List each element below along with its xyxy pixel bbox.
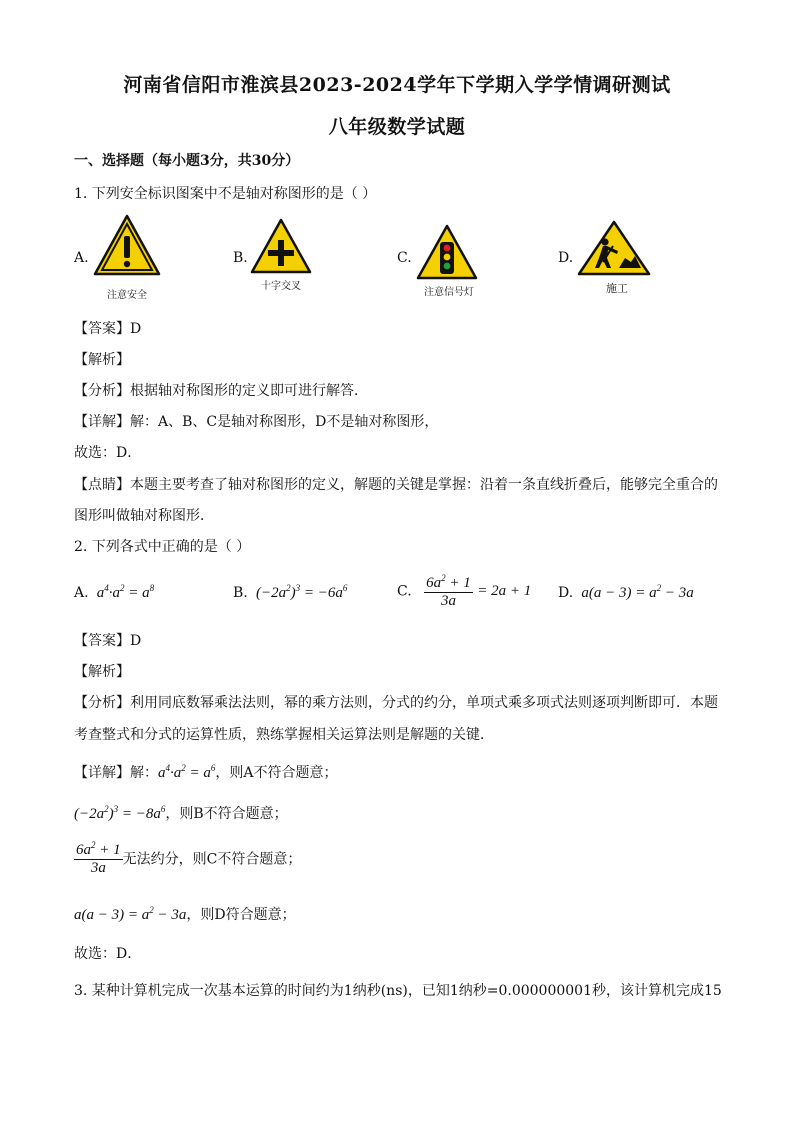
construction-sign-icon — [577, 220, 651, 276]
q1-stem: 1. 下列安全标识图案中不是轴对称图形的是（ ） — [74, 186, 377, 202]
q2-choice: 故选：D． — [74, 946, 142, 962]
q2-analysis-line2: 考查整式和分式的运算性质，熟练掌握相关运算法则是解题的关键． — [74, 727, 494, 743]
q2-option-b-formula: $(-2a^2)^3 = -6a^6$ — [252, 583, 348, 601]
q1-analysis: 【分析】根据轴对称图形的定义即可进行解答． — [74, 383, 368, 399]
q2-option-d-letter: D. — [558, 585, 574, 601]
q2-detail-c-fraction: $\frac{6a^2 + 1}{3a}$ — [76, 840, 121, 876]
q2-answer: 【答案】D — [74, 633, 142, 649]
q2-analysis-line1: 【分析】利用同底数幂乘法法则，幂的乘方法则，分式的约分，单项式乘多项式法则逐项判断即可．本题 — [74, 695, 718, 711]
q2-detail-b: $(-2a^2)^3 = -8a^6$，则B不符合题意； — [74, 804, 288, 822]
q2-detail-a: 【详解】解：$a^4\cdot a^2 = a^6$，则A不符合题意； — [74, 763, 338, 781]
q2-detail-d: $a(a - 3) = a^2 - 3a$，则D符合题意； — [74, 905, 296, 923]
q2-option-c-letter: C. — [397, 583, 412, 600]
q1-comment-line1: 【点睛】本题主要考查了轴对称图形的定义，解题的关键是掌握：沿着一条直线折叠后，能够完全重合的 — [74, 477, 718, 493]
page-title: 河南省信阳市淮滨县2023-2024学年下学期入学学情调研测试 — [123, 74, 671, 96]
q1-caption-c: 注意信号灯 — [424, 287, 474, 298]
q1-caption-d: 施工 — [606, 282, 628, 295]
q1-option-b-letter: B. — [233, 250, 248, 266]
q1-caption-a: 注意安全 — [107, 290, 147, 301]
warning-sign-icon — [93, 214, 161, 276]
q1-option-d-letter: D. — [558, 250, 574, 266]
q2-option-a — [74, 583, 154, 602]
q2-option-d-formula: $a(a - 3) = a^2 - 3a$ — [577, 583, 694, 601]
q2-detail-c: $\frac{6a^2 + 1}{3a}$ 无法约分，则C不符合题意； — [76, 840, 302, 876]
q1-choice: 故选：D． — [74, 445, 142, 461]
q1-comment-line2: 图形叫做轴对称图形． — [74, 508, 214, 524]
q2-option-d — [558, 583, 694, 602]
q3-stem: 3. 某种计算机完成一次基本运算的时间约为1纳秒(ns)，已知1纳秒=0.000000001秒，该计算机完成15 — [74, 983, 722, 999]
q2-option-c-fraction: $\frac{6a^2 + 1}{3a}$ — [426, 573, 471, 609]
q1-analysis-label: 【解析】 — [74, 352, 130, 368]
q1-option-c-letter: C. — [397, 250, 412, 266]
q1-caption-b: 十字交叉 — [261, 281, 301, 292]
q2-analysis-label: 【解析】 — [74, 664, 130, 680]
q2-stem: 2. 下列各式中正确的是（ ） — [74, 539, 251, 555]
traffic-light-sign-icon — [416, 224, 478, 280]
crossroad-sign-icon — [250, 218, 312, 274]
q2-option-a-letter: A. — [74, 585, 89, 601]
q2-option-c: C. $\frac{6a^2 + 1}{3a}$ = 2a + 1 — [397, 573, 532, 609]
q2-option-b — [233, 583, 347, 602]
q1-detail: 【详解】解：A、B、C是轴对称图形，D不是轴对称图形， — [74, 414, 439, 430]
q2-option-a-formula: $a^4\cdot a^2 = a^8$ — [93, 583, 155, 601]
q1-option-a-letter: A. — [74, 250, 89, 266]
page-subtitle: 八年级数学试题 — [328, 116, 466, 138]
q1-answer: 【答案】D — [74, 321, 142, 337]
q2-option-b-letter: B. — [233, 585, 248, 601]
section-heading: 一、选择题（每小题3分，共30分） — [74, 153, 300, 169]
